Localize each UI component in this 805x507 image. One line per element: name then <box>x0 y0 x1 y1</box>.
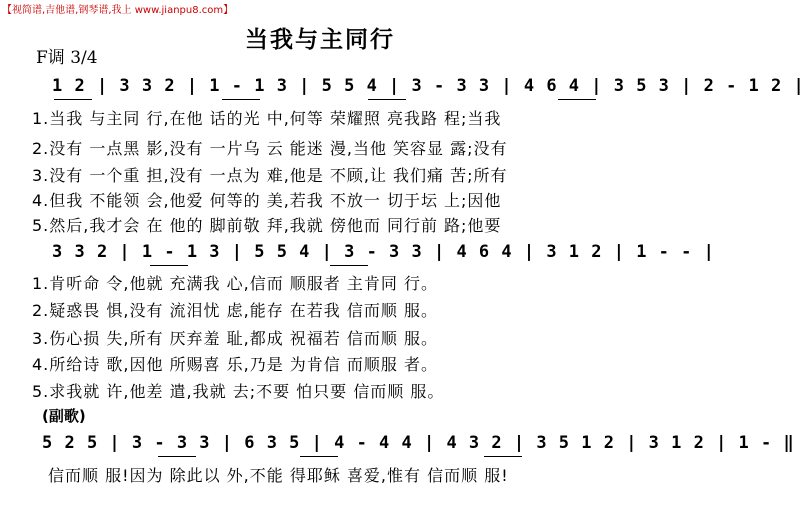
underline-beam <box>54 99 92 100</box>
notation-line-chorus: 5 2 5 | 3 - 3 3 | 6 3 5 | 4 - 4 4 | 4 3 2 | 3 5 1 2 | 3 1 2 | 1 - ‖ <box>42 433 795 453</box>
lyric-chorus: 信而顺 服!因为 除此以 外,不能 得耶稣 喜爱,惟有 信而顺 服! <box>48 466 509 485</box>
lyric-verse-2-cont: 2.疑惑畏 惧,没有 流泪忧 虑,能存 在若我 信而顺 服。 <box>32 301 438 320</box>
lyric-verse-5-cont: 5.求我就 许,他差 遣,我就 去;不要 怕只要 信而顺 服。 <box>32 382 445 401</box>
lyric-verse-5: 5.然后,我才会 在 他的 脚前敬 拜,我就 傍他而 同行前 路;他要 <box>32 216 502 235</box>
lyric-verse-1: 1.当我 与主同 行,在他 话的光 中,何等 荣耀照 亮我路 程;当我 <box>32 109 502 128</box>
song-title: 当我与主同行 <box>245 27 395 53</box>
underline-beam <box>558 99 596 100</box>
lyric-verse-2: 2.没有 一点黑 影,没有 一片乌 云 能迷 漫,当他 笑容显 露;没有 <box>32 139 508 158</box>
site-watermark: 【视简谱,吉他谱,钢琴谱,我上 www.jianpu8.com】 <box>2 5 234 16</box>
lyric-verse-3: 3.没有 一个重 担,没有 一点为 难,他是 不顾,让 我们痛 苦;所有 <box>32 166 508 185</box>
lyric-verse-4: 4.但我 不能领 会,他爱 何等的 美,若我 不放一 切于坛 上;因他 <box>32 191 502 210</box>
chorus-label: (副歌) <box>42 407 86 425</box>
lyric-verse-3-cont: 3.伤心损 失,所有 厌弃羞 耻,都成 祝福若 信而顺 服。 <box>32 329 438 348</box>
underline-beam <box>158 456 196 457</box>
underline-beam <box>484 456 522 457</box>
lyric-verse-1-cont: 1.肯听命 令,他就 充满我 心,信而 顺服者 主肯同 行。 <box>32 274 438 293</box>
notation-line-2: 3 3 2 | 1 - 1 3 | 5 5 4 | 3 - 3 3 | 4 6 4 | 3 1 2 | 1 - - | <box>52 242 715 262</box>
key-signature: F调 3/4 <box>36 48 98 68</box>
underline-beam <box>330 265 368 266</box>
notation-line-1: 1 2 | 3 3 2 | 1 - 1 3 | 5 5 4 | 3 - 3 3 | 4 6 4 | 3 5 3 | 2 - 1 2 | <box>52 76 805 96</box>
underline-beam <box>222 99 260 100</box>
underline-beam <box>150 265 188 266</box>
underline-beam <box>300 456 338 457</box>
lyric-verse-4-cont: 4.所给诗 歌,因他 所赐喜 乐,乃是 为肯信 而顺服 者。 <box>32 355 438 374</box>
underline-beam <box>368 99 406 100</box>
